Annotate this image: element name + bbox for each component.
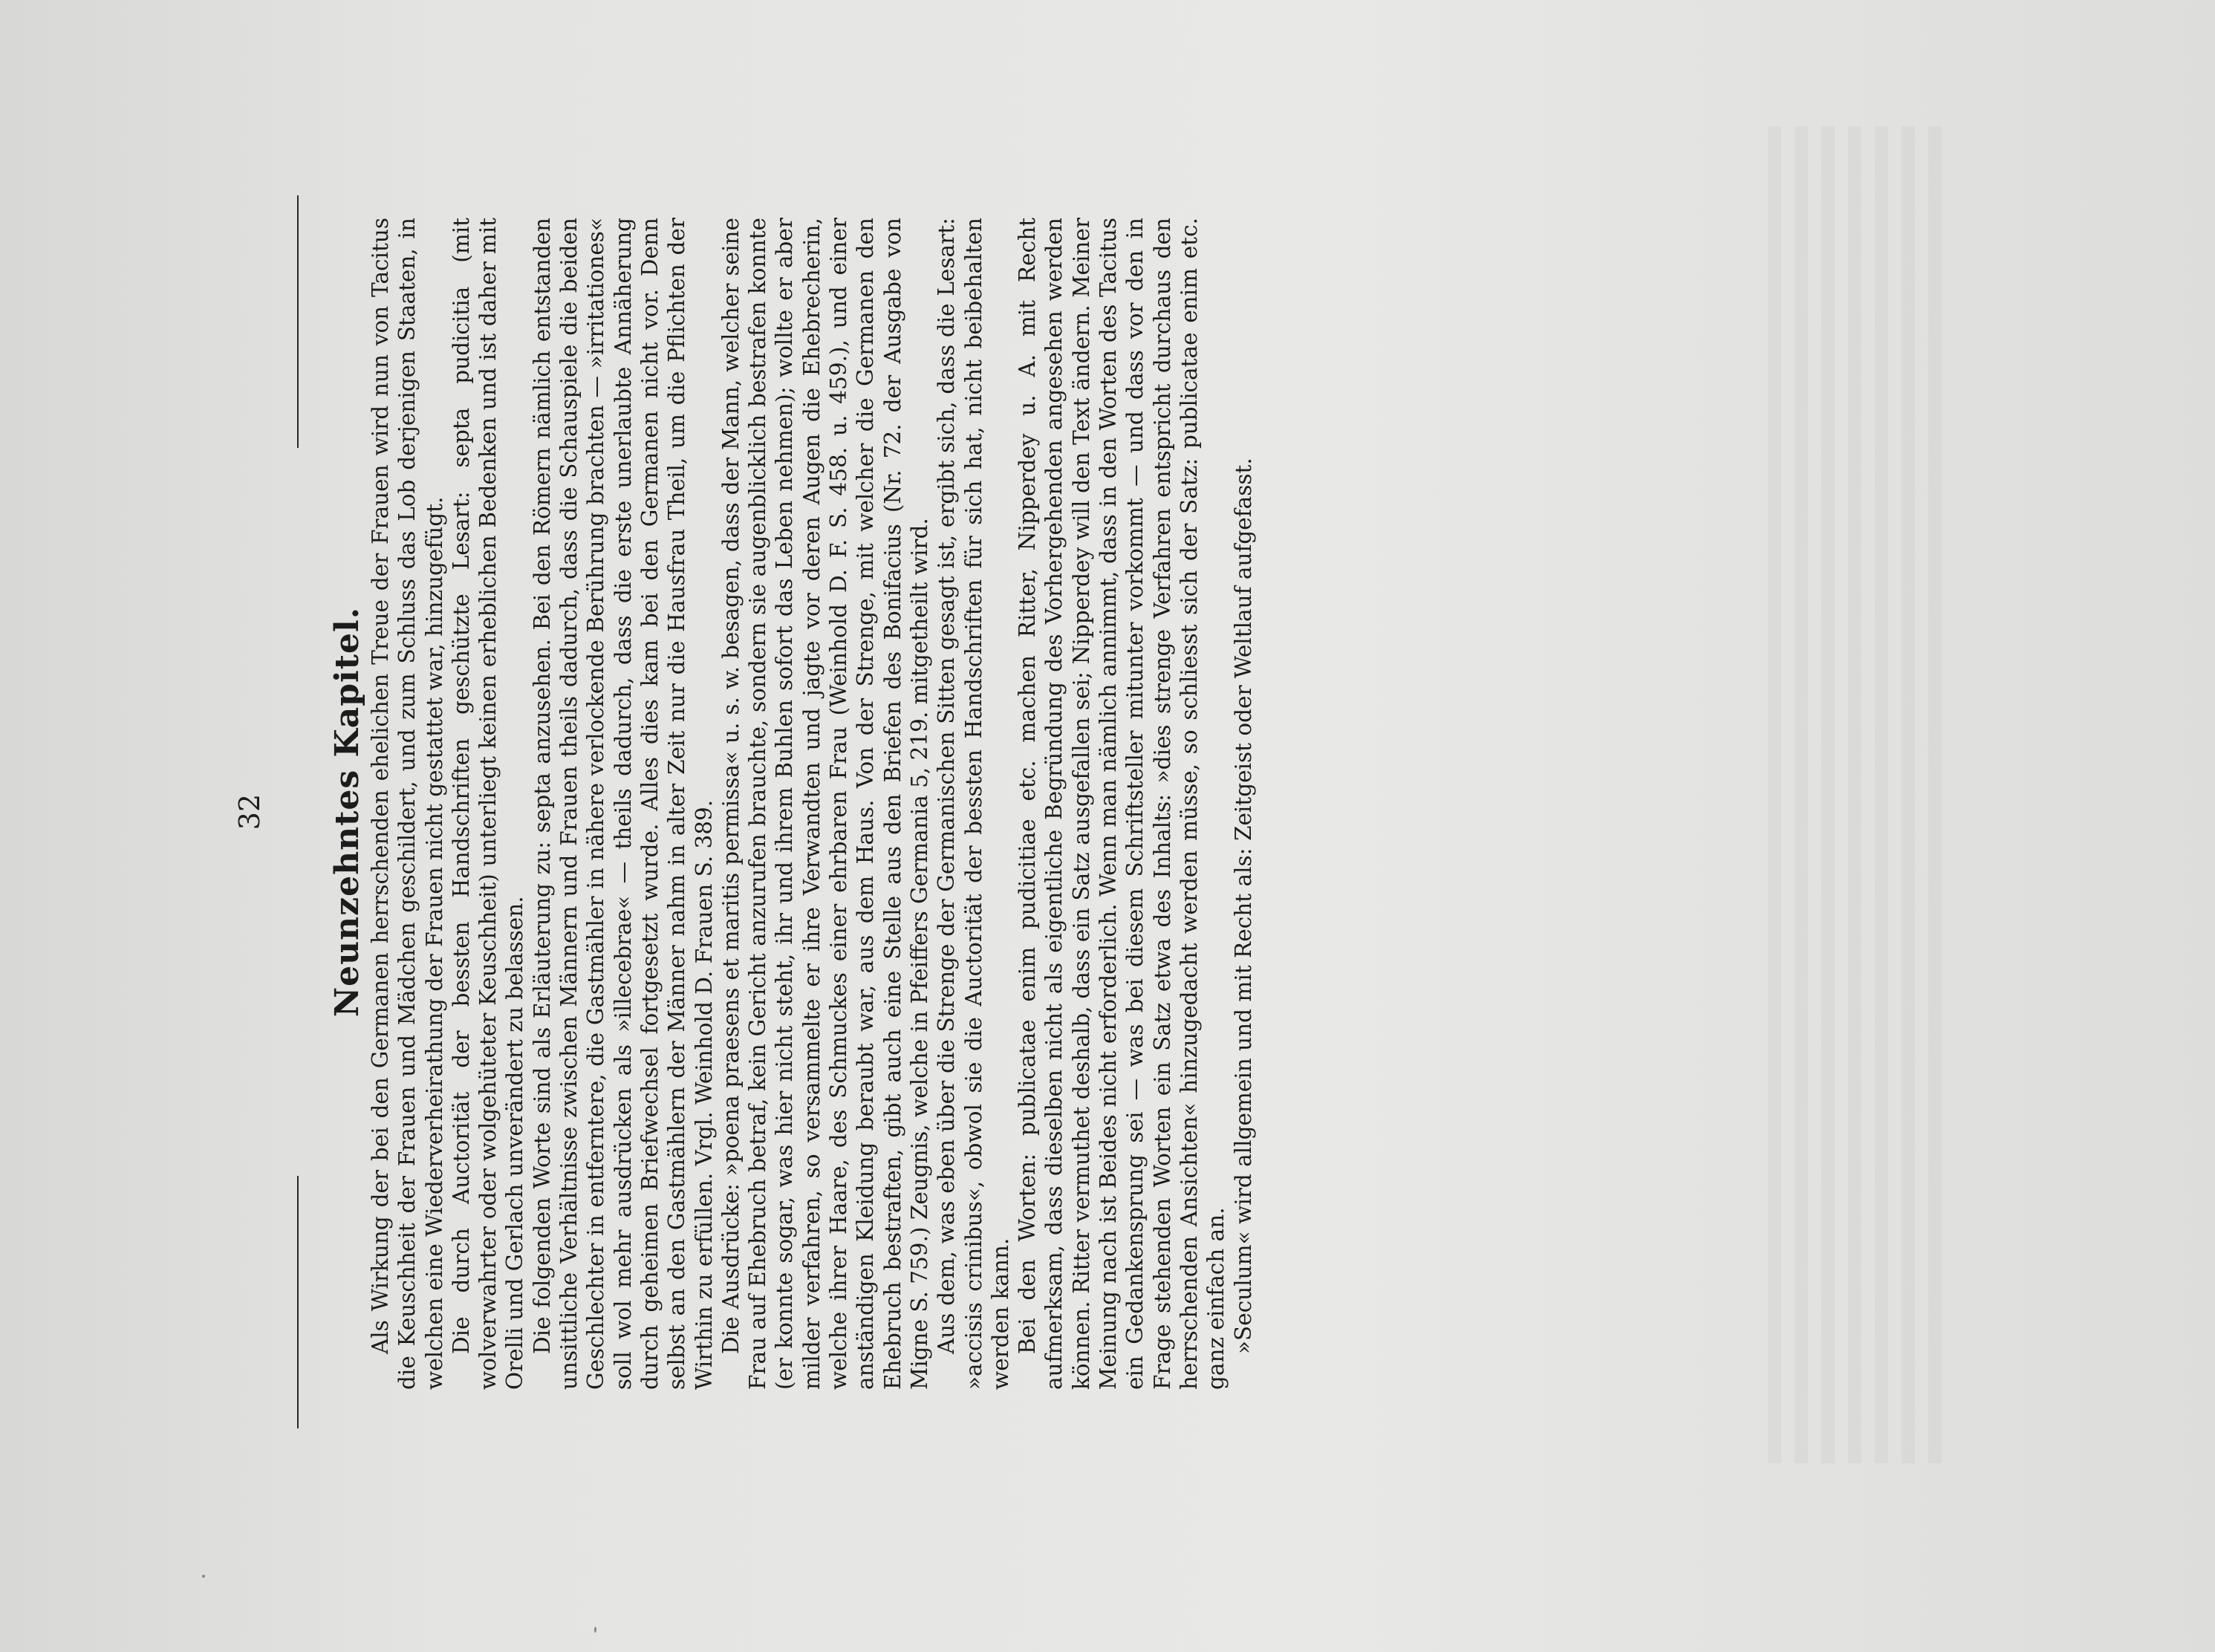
- paragraph: Bei den Worten: publicatae enim pudicitiae etc. machen Ritter, Nipperdey u. A. mit Recht aufmerksam, dass dieselben nicht als eigentliche Begründung des Vorhergehenden angesehen werden können. Ritter vermuthet deshalb, dass ein Satz ausgefallen sei; Nipperdey will den Text ändern. Meiner Meinung nach ist Beides nicht erforderlich. Wenn man nämlich annimmt, dass in den Worten des Tacitus ein Gedankensprung sei — was bei diesem Schriftsteller mitunter vorkommt — und dass vor den in Frage stehenden Worten ein Satz etwa des Inhalts: »dies strenge Verfahren entspricht durchaus den herrschenden Ansichten« hinzugedacht werden müsse, so schliesst sich der Satz: publicatae enim etc. ganz einfach an.: [1015, 218, 1229, 1390]
- paragraph: Die folgenden Worte sind als Erläuterung zu: septa anzusehen. Bei den Römern nämlich entstanden unsittliche Verhältnisse zwischen Männern und Frauen theils dadurch, dass die Schauspiele die beiden Geschlechter in entferntere, die Gastmähler in nähere verlockende Berührung brachten — »irritationes« soll wol mehr ausdrücken als »illecebrae« — theils dadurch, dass die erste unerlaubte Annäherung durch geheimen Briefwechsel fortgesetzt wurde. Alles dies kam bei den Germanen nicht vor. Denn selbst an den Gastmählern der Männer nahm in alter Zeit nur die Hausfrau Theil, um die Pflichten der Wirthin zu erfüllen. Vrgl. Weinhold D. Frauen S. 389.: [529, 218, 717, 1390]
- body-text: [367, 218, 1257, 1390]
- header-rule-right: [297, 195, 299, 448]
- header-rule-left: [297, 1176, 299, 1428]
- paragraph: Aus dem, was eben über die Strenge der Germanischen Sitten gesagt ist, ergibt sich, dass die Lesart: »accisis crinibus«, obwol sie die Auctorität der bessten Handschriften für sich hat, nicht beibehalten werden kann.: [934, 218, 1013, 1390]
- paragraph: Die Ausdrücke: »poena praesens et maritis permissa« u. s. w. besagen, dass der Mann, welcher seine Frau auf Ehebruch betraf, kein Gericht anzurufen brauchte, sondern sie augenblicklich bestrafen konnte (er konnte sogar, was hier nicht steht, ihr und ihrem Buhlen sofort das Leben nehmen); wollte er aber milder verfahren, so versammelte er ihre Verwandten und jagte vor deren Augen die Ehebrecherin, welche ihrer Haare, des Schmuckes einer ehrbaren Frau (Weinhold D. F. S. 458. u. 459.), und einer anständigen Kleidung beraubt war, aus dem Haus. Von der Strenge, mit welcher die Germanen den Ehebruch bestraften, gibt auch eine Stelle aus den Briefen des Bonifacius (Nr. 72. der Ausgabe von Migne S. 759.) Zeugnis, welche in Pfeiffers Germania 5, 219. mitgetheilt wird.: [718, 218, 932, 1390]
- paragraph: Die durch Auctorität der bessten Handschriften geschützte Lesart: septa pudicitia (mit wolverwahrter oder wolgehüteter Keuschheit) unterliegt keinen erheblichen Bedenken und ist daher mit Orelli und Gerlach unverändert zu belassen.: [448, 218, 528, 1390]
- paragraph: Als Wirkung der bei den Germanen herrschenden ehelichen Treue der Frauen wird nun von Tacitus die Keuschheit der Frauen und Mädchen geschildert, und zum Schluss das Lob derjenigen Staaten, in welchen eine Wiederverheirathung der Frauen nicht gestattet war, hinzugefügt.: [368, 218, 447, 1390]
- paragraph: »Seculum« wird allgemein und mit Recht als: Zeitgeist oder Weltlauf aufgefasst.: [1230, 458, 1256, 1354]
- rotated-page: [235, 195, 1980, 1428]
- chapter-heading: Neunzehntes Kapitel.: [328, 606, 366, 1018]
- page-number: 32: [233, 793, 266, 830]
